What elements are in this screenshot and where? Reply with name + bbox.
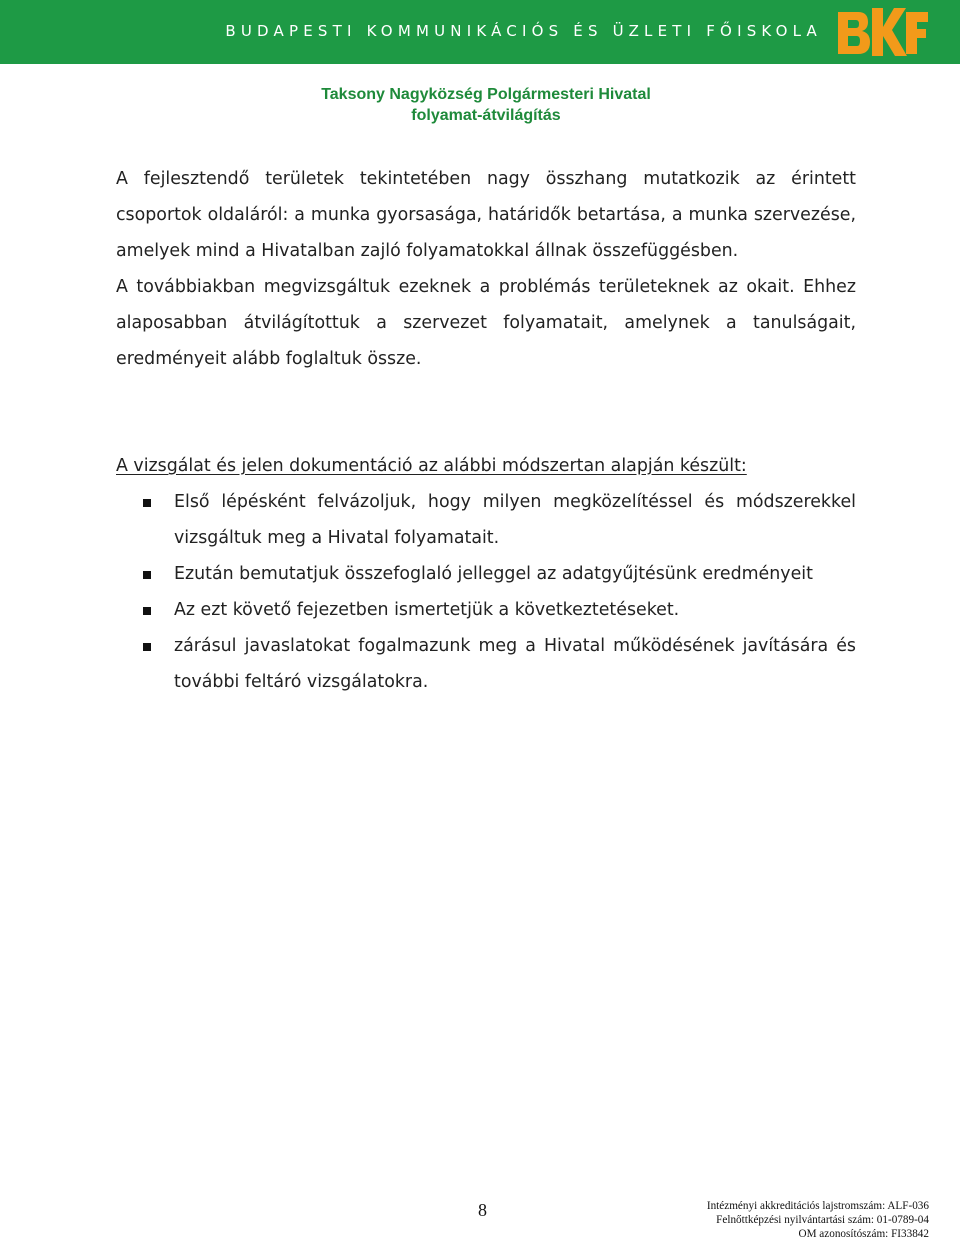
- paragraph-analysis: A továbbiakban megvizsgáltuk ezeknek a problémás területeknek az okait. Ehhez alaposabban átvilágítottuk a szervezet folyamatait, amelynek a tanulságait, eredményeit alább foglaltuk össze.: [116, 277, 856, 369]
- list-item-text: Az ezt követő fejezetben ismertetjük a következtetéseket.: [174, 600, 680, 620]
- office-name: Taksony Nagyközség Polgármesteri Hivatal: [321, 86, 651, 103]
- footer-registration-info: [707, 1199, 929, 1241]
- om-identifier: OM azonosítószám: FI33842: [798, 1228, 929, 1240]
- institution-name: BUDAPESTI KOMMUNIKÁCIÓS ÉS ÜZLETI FŐISKOLA: [225, 22, 822, 40]
- document-topic: folyamat-átvilágítás: [411, 107, 561, 124]
- page-number: 8: [478, 1200, 487, 1220]
- accreditation-number: Intézményi akkreditációs lajstromszám: ALF-036: [706, 1200, 929, 1212]
- document-subheader: [0, 84, 960, 126]
- list-item-text: zárásul javaslatokat fogalmazunk meg a Hivatal működésének javítására és további feltáró vizsgálatokra.: [174, 636, 856, 692]
- list-item-text: Első lépésként felvázoljuk, hogy milyen megközelítéssel és módszerekkel vizsgáltuk meg a Hivatal folyamatait.: [174, 492, 856, 548]
- methodology-list: [116, 484, 856, 700]
- registration-number: Felnőttképzési nyilvántartási szám: 01-0789-04: [716, 1214, 929, 1226]
- square-bullet-icon: [143, 571, 151, 579]
- bkf-logo: [828, 0, 932, 64]
- header-banner: [0, 0, 960, 64]
- list-item: [116, 592, 856, 628]
- list-item: [116, 484, 856, 556]
- square-bullet-icon: [143, 607, 151, 615]
- main-content: [116, 161, 856, 700]
- list-item: [116, 556, 856, 592]
- methodology-heading: A vizsgálat és jelen dokumentáció az alábbi módszertan alapján készült:: [116, 456, 747, 476]
- square-bullet-icon: [143, 643, 151, 651]
- list-item-text: Ezután bemutatjuk összefoglaló jelleggel az adatgyűjtésünk eredményeit: [174, 564, 813, 584]
- list-item: [116, 628, 856, 700]
- square-bullet-icon: [143, 499, 151, 507]
- paragraph-development-areas: A fejlesztendő területek tekintetében nagy összhang mutatkozik az érintett csoportok oldaláról: a munka gyorsasága, határidők betartása, a munka szervezése, amelyek mind a Hivatalban zajló folyamatokkal állnak összefüggésben.: [116, 169, 856, 261]
